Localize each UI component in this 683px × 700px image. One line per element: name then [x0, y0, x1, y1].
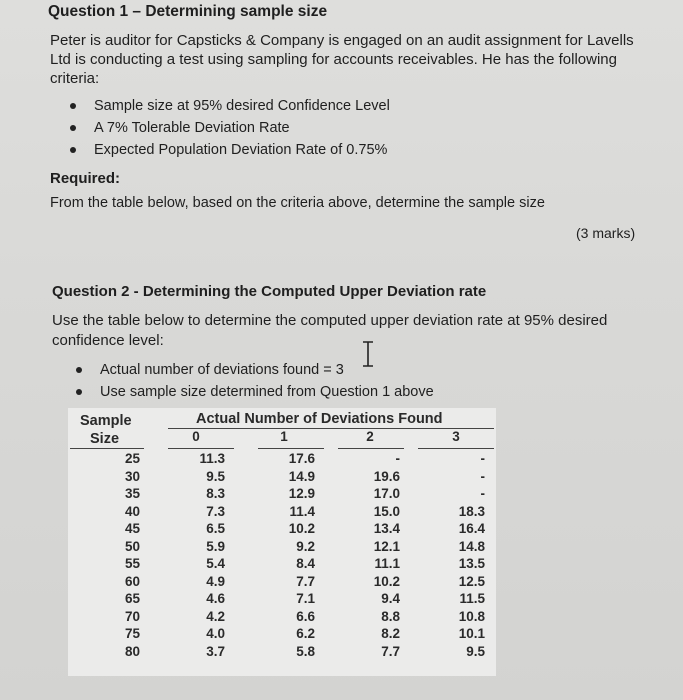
question-1-intro-line-2: Ltd is conducting a test using sampling for accounts receivables. He has the following — [50, 51, 617, 68]
deviation-rate-cell: 12.9 — [288, 486, 315, 501]
sample-size-cell: 75 — [124, 626, 140, 641]
sample-size-cell: 45 — [124, 521, 140, 536]
deviation-rate-cell: 6.2 — [296, 626, 315, 641]
deviation-rate-cell: 15.0 — [373, 503, 400, 519]
deviation-rate-cell: - — [395, 451, 400, 466]
table-row — [68, 608, 496, 626]
question-1-intro-line-1: Peter is auditor for Capsticks & Company is engaged on an audit assignment for Lavells — [50, 32, 634, 49]
table-row — [68, 555, 496, 573]
deviation-rate-cell: 12.1 — [373, 538, 400, 554]
column-header-2: 2 — [366, 429, 374, 444]
deviation-rate-cell: 14.9 — [288, 468, 315, 484]
column-rule — [168, 448, 234, 449]
list-item: Expected Population Deviation Rate of 0.75% — [50, 139, 390, 161]
question-1-criteria-list — [50, 95, 390, 161]
list-item: A 7% Tolerable Deviation Rate — [50, 117, 390, 139]
column-header-3: 3 — [452, 429, 460, 444]
list-item: Use sample size determined from Question 1 above — [56, 381, 434, 403]
deviation-rate-cell: 9.4 — [381, 591, 400, 606]
deviation-rate-cell: 8.2 — [381, 626, 400, 641]
deviation-rate-cell: 9.5 — [466, 643, 485, 659]
table-row — [68, 450, 496, 468]
required-label: Required: — [50, 170, 121, 187]
deviation-rate-cell: 10.2 — [373, 573, 400, 589]
deviation-rate-cell: 11.1 — [374, 556, 400, 571]
deviation-rate-cell: 6.5 — [206, 521, 225, 536]
column-rule — [258, 448, 324, 449]
question-2-title: Question 2 - Determining the Computed Upper Deviation rate — [52, 283, 487, 300]
header-deviations-found: Actual Number of Deviations Found — [196, 411, 443, 427]
sample-size-cell: 60 — [124, 573, 140, 589]
list-item: Actual number of deviations found = 3 — [56, 359, 434, 381]
deviation-rate-cell: 11.4 — [289, 503, 315, 519]
deviation-rate-cell: 4.0 — [206, 626, 225, 641]
marks-label: (3 marks) — [576, 225, 636, 241]
deviation-rate-cell: 3.7 — [206, 643, 225, 659]
deviation-rate-cell: 16.4 — [458, 521, 485, 536]
deviation-rate-cell: 7.7 — [381, 643, 400, 659]
deviation-rate-cell: 19.6 — [373, 468, 400, 484]
deviation-rate-cell: 9.5 — [206, 468, 225, 484]
sample-size-cell: 35 — [124, 486, 140, 501]
sample-size-cell: 25 — [124, 451, 140, 466]
question-2-bullet-list — [56, 359, 434, 403]
deviation-rate-cell: 17.0 — [373, 486, 400, 501]
list-item: Sample size at 95% desired Confidence Level — [50, 95, 390, 117]
deviation-rate-cell: 4.9 — [206, 573, 225, 589]
sample-size-cell: 30 — [124, 468, 140, 484]
table-row — [68, 643, 496, 661]
header-size: Size — [90, 431, 120, 447]
deviation-rate-cell: 5.8 — [296, 643, 315, 659]
sample-size-cell: 70 — [124, 608, 140, 624]
deviation-rate-table — [68, 408, 496, 676]
deviation-rate-cell: 5.4 — [206, 556, 225, 571]
table-row — [68, 590, 496, 608]
table-row — [68, 538, 496, 556]
sample-size-cell: 65 — [124, 591, 140, 606]
deviation-rate-cell: 5.9 — [206, 538, 225, 554]
sample-size-cell: 55 — [124, 556, 140, 571]
deviation-rate-cell: 10.8 — [458, 608, 485, 624]
deviation-rate-cell: - — [480, 451, 485, 466]
sample-size-cell: 80 — [124, 643, 140, 659]
deviation-rate-cell: - — [480, 468, 485, 484]
question-2-intro-line-2: confidence level: — [52, 332, 164, 349]
table-row — [68, 468, 496, 486]
bullet-icon — [70, 147, 76, 153]
column-header-0: 0 — [192, 429, 200, 444]
bullet-icon — [70, 125, 76, 131]
table-row — [68, 503, 496, 521]
table-row — [68, 485, 496, 503]
deviation-rate-cell: 7.7 — [296, 573, 315, 589]
table-body — [68, 450, 496, 660]
deviation-rate-cell: 17.6 — [288, 451, 315, 466]
deviation-rate-cell: 8.3 — [206, 486, 225, 501]
column-header-1: 1 — [280, 429, 288, 444]
bullet-icon — [76, 389, 82, 395]
sample-size-cell: 50 — [124, 538, 140, 554]
question-1-title: Question 1 – Determining sample size — [48, 3, 328, 20]
deviation-rate-cell: 10.2 — [288, 521, 315, 536]
required-text: From the table below, based on the criteria above, determine the sample size — [50, 195, 545, 211]
deviation-rate-cell: 4.2 — [206, 608, 225, 624]
bullet-icon — [70, 103, 76, 109]
deviation-rate-cell: 7.1 — [296, 591, 315, 606]
deviation-rate-cell: 7.3 — [206, 503, 225, 519]
table-row — [68, 625, 496, 643]
deviation-rate-cell: 11.3 — [199, 451, 225, 466]
deviation-rate-cell: 18.3 — [458, 503, 485, 519]
deviation-rate-cell: 14.8 — [458, 538, 485, 554]
table-row — [68, 520, 496, 538]
question-1-intro-line-3: criteria: — [50, 70, 100, 87]
deviation-rate-cell: 13.5 — [458, 556, 485, 571]
deviation-rate-cell: 8.4 — [296, 556, 315, 571]
deviation-rate-cell: 4.6 — [206, 591, 225, 606]
deviation-rate-cell: 13.4 — [373, 521, 400, 536]
header-sample: Sample — [80, 413, 132, 429]
deviation-rate-cell: - — [480, 486, 485, 501]
column-rule — [70, 448, 144, 449]
deviation-rate-cell: 10.1 — [458, 626, 485, 641]
deviation-rate-cell: 9.2 — [296, 538, 315, 554]
bullet-icon — [76, 367, 82, 373]
column-rule — [338, 448, 404, 449]
deviation-rate-cell: 6.6 — [296, 608, 315, 624]
column-rule — [418, 448, 494, 449]
deviation-rate-cell: 12.5 — [458, 573, 485, 589]
sample-size-cell: 40 — [124, 503, 140, 519]
deviation-rate-cell: 8.8 — [381, 608, 400, 624]
deviation-rate-cell: 11.5 — [459, 591, 485, 606]
table-row — [68, 573, 496, 591]
question-2-intro-line-1: Use the table below to determine the computed upper deviation rate at 95% desired — [52, 312, 608, 329]
